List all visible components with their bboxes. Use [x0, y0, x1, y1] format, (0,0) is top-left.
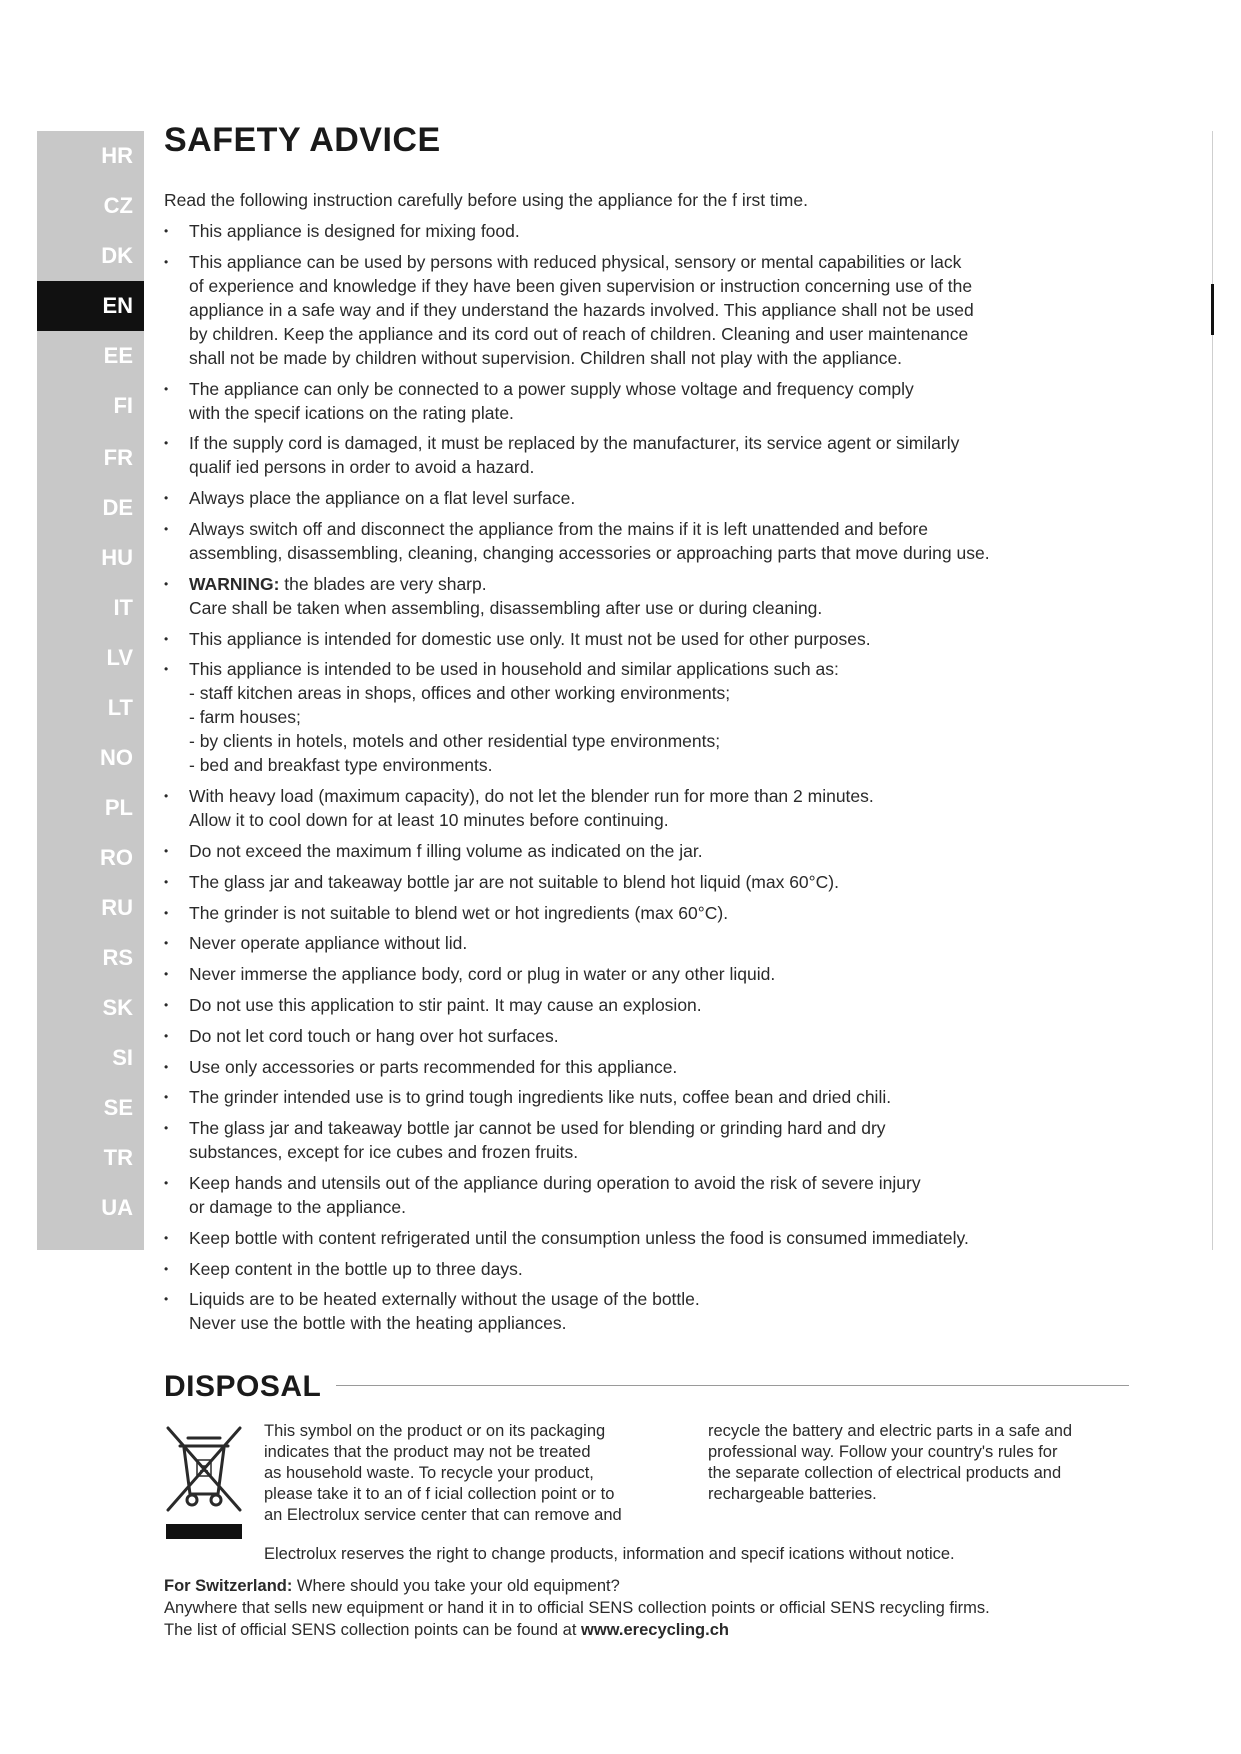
advice-item	[164, 431, 1129, 479]
advice-line: - staff kitchen areas in shops, offices and other working environments;	[189, 683, 731, 704]
advice-line: • Never immerse the appliance body, cord or plug in water or any other liquid.	[189, 964, 776, 985]
advice-item	[164, 962, 1129, 986]
advice-line: - bed and breakfast type environments.	[189, 755, 493, 776]
advice-item	[164, 517, 1129, 565]
lang-tab-de[interactable]: DE	[102, 495, 133, 520]
advice-item	[164, 1085, 1129, 1109]
lang-tab-cz[interactable]: CZ	[103, 193, 133, 218]
advice-item	[164, 627, 1129, 651]
advice-item	[164, 486, 1129, 510]
advice-line: • This appliance is designed for mixing food.	[189, 221, 520, 241]
advice-line: Care shall be taken when assembling, disassembling after use or during cleaning.	[189, 597, 823, 618]
warning-label: WARNING:	[189, 573, 280, 594]
advice-line: • Keep bottle with content refrigerated until the consumption unless the food is consumed immediately.	[189, 1227, 969, 1248]
lang-tab-ee[interactable]: EE	[103, 343, 133, 368]
disposal-line: professional way. Follow your country's rules for	[708, 1443, 1058, 1461]
advice-item	[164, 1171, 1129, 1219]
lang-tab-no[interactable]: NO	[100, 745, 133, 770]
advice-line: • Do not use this application to stir paint. It may cause an explosion.	[189, 994, 702, 1015]
lang-tab-tr[interactable]: TR	[103, 1145, 133, 1170]
advice-item	[164, 993, 1129, 1017]
advice-item	[164, 1287, 1129, 1335]
lang-tab-hu[interactable]: HU	[101, 545, 133, 570]
advice-line: by children. Keep the appliance and its cord out of reach of children. Cleaning and user maintenance	[189, 323, 969, 344]
advice-item	[164, 1226, 1129, 1250]
disposal-line: This symbol on the product or on its packaging	[264, 1422, 606, 1440]
advice-line: with the specif ications on the rating plate.	[189, 402, 514, 423]
advice-line: • Never operate appliance without lid.	[189, 933, 468, 954]
advice-line: • Liquids are to be heated externally without the usage of the bottle.	[189, 1289, 700, 1310]
disposal-line: indicates that the product may not be treated	[264, 1443, 591, 1461]
weee-crossed-bin-icon	[162, 1424, 246, 1540]
advice-item	[164, 901, 1129, 925]
disposal-line: as household waste. To recycle your product,	[264, 1464, 594, 1482]
advice-line: • The grinder intended use is to grind tough ingredients like nuts, coffee bean and dried chili.	[189, 1087, 892, 1108]
advice-item	[164, 931, 1129, 955]
advice-line: shall not be made by children without supervision. Children shall not play with the appliance.	[189, 347, 903, 368]
advice-line: • Keep content in the bottle up to three days.	[189, 1258, 523, 1279]
advice-line: • If the supply cord is damaged, it must be replaced by the manufacturer, its service agent or similarly	[189, 433, 960, 454]
advice-line: • Use only accessories or parts recommended for this appliance.	[189, 1056, 678, 1077]
advice-item	[164, 839, 1129, 863]
disposal-line: recycle the battery and electric parts in a safe and	[708, 1422, 1073, 1440]
advice-line: • Do not let cord touch or hang over hot surfaces.	[189, 1025, 559, 1046]
lang-tab-ru[interactable]: RU	[101, 895, 133, 920]
advice-item	[164, 377, 1129, 425]
advice-line: - by clients in hotels, motels and other residential type environments;	[189, 731, 721, 752]
lang-tab-it[interactable]: IT	[113, 595, 133, 620]
lang-tab-pl[interactable]: PL	[104, 795, 133, 820]
lang-tab-ro[interactable]: RO	[100, 845, 133, 870]
advice-item	[164, 870, 1129, 894]
safety-advice-list	[164, 219, 1129, 1335]
reserve-notice: Electrolux reserves the right to change products, information and specif ications without notice.	[264, 1545, 955, 1563]
advice-line: • The glass jar and takeaway bottle jar cannot be used for blending or grinding hard and dry	[189, 1118, 886, 1139]
advice-line: • Always switch off and disconnect the appliance from the mains if it is left unattended and before	[189, 518, 928, 539]
switzerland-question: Where should you take your old equipment?	[292, 1577, 620, 1595]
advice-line: Never use the bottle with the heating appliances.	[189, 1313, 567, 1334]
switzerland-line-2: Anywhere that sells new equipment or hand it in to official SENS collection points or official SENS recycling firms.	[164, 1599, 990, 1617]
advice-line: substances, except for ice cubes and frozen fruits.	[189, 1142, 579, 1163]
lang-tab-si[interactable]: SI	[112, 1045, 133, 1070]
lang-tab-hr[interactable]: HR	[101, 143, 133, 168]
disposal-line: please take it to an of f icial collection point or to	[264, 1485, 615, 1503]
page-title: SAFETY ADVICE	[164, 121, 441, 159]
advice-line: or damage to the appliance.	[189, 1196, 406, 1217]
advice-item	[164, 1116, 1129, 1164]
advice-line: - farm houses;	[189, 707, 301, 728]
disposal-header	[164, 1367, 1129, 1407]
safety-advice-section	[164, 120, 1129, 1342]
advice-line: Allow it to cool down for at least 10 minutes before continuing.	[189, 810, 669, 831]
advice-line: • This appliance is intended for domestic use only. It must not be used for other purposes.	[189, 628, 871, 649]
disposal-text-left	[264, 1421, 694, 1526]
advice-line: • The appliance can only be connected to a power supply whose voltage and frequency comply	[189, 378, 914, 399]
switzerland-line-3-prefix: The list of official SENS collection points can be found at	[164, 1621, 582, 1639]
advice-line: of experience and knowledge if they have been given supervision or instruction concerning use of the	[189, 275, 973, 296]
advice-item	[164, 572, 1129, 620]
advice-line: qualif ied persons in order to avoid a hazard.	[189, 457, 535, 478]
advice-line: • With heavy load (maximum capacity), do not let the blender run for more than 2 minutes.	[189, 786, 874, 807]
lang-tab-en[interactable]: EN	[37, 281, 144, 331]
advice-item	[164, 1055, 1129, 1079]
switzerland-info	[164, 1575, 1129, 1641]
advice-line	[189, 572, 1129, 596]
disposal-line: rechargeable batteries.	[708, 1485, 877, 1503]
lang-tab-fr[interactable]: FR	[103, 445, 133, 470]
lang-tab-se[interactable]: SE	[103, 1095, 133, 1120]
lang-tab-dk[interactable]: DK	[101, 243, 133, 268]
advice-item	[164, 219, 1129, 243]
advice-line-text: the blades are very sharp.	[279, 573, 487, 594]
disposal-line: the separate collection of electrical products and	[708, 1464, 1062, 1482]
advice-item	[164, 250, 1129, 370]
disposal-line: an Electrolux service center that can remove and	[264, 1506, 622, 1524]
advice-line: • Keep hands and utensils out of the appliance during operation to avoid the risk of severe injury	[189, 1172, 921, 1193]
disposal-title: DISPOSAL	[164, 1370, 322, 1403]
switzerland-question-line	[164, 1575, 1129, 1597]
lang-tab-lv[interactable]: LV	[106, 645, 133, 670]
disposal-text-right	[708, 1421, 1138, 1505]
advice-item	[164, 784, 1129, 832]
advice-line: assembling, disassembling, cleaning, changing accessories or approaching parts that move during use.	[189, 542, 990, 563]
advice-line: • Always place the appliance on a flat level surface.	[189, 488, 576, 509]
advice-line: • This appliance is intended to be used in household and similar applications such as:	[189, 659, 839, 680]
language-sidebar	[37, 131, 144, 1250]
lang-tab-sk[interactable]: SK	[102, 995, 133, 1020]
intro-text: Read the following instruction carefully before using the appliance for the f irst time.	[164, 190, 808, 210]
advice-line: • The grinder is not suitable to blend wet or hot ingredients (max 60°C).	[189, 902, 729, 923]
advice-line: appliance in a safe way and if they understand the hazards involved. This appliance shall not be used	[189, 299, 974, 320]
advice-item	[164, 1257, 1129, 1281]
advice-line: • Do not exceed the maximum f illing volume as indicated on the jar.	[189, 840, 703, 861]
disposal-divider	[336, 1385, 1129, 1386]
lang-tab-ua[interactable]: UA	[101, 1195, 133, 1220]
erecycling-link[interactable]: www.erecycling.ch	[581, 1621, 729, 1639]
lang-tab-lt[interactable]: LT	[107, 695, 133, 720]
advice-item	[164, 657, 1129, 777]
advice-line: • This appliance can be used by persons with reduced physical, sensory or mental capabilities or lack	[189, 251, 962, 272]
switzerland-line-3	[164, 1619, 1129, 1641]
lang-tab-rs[interactable]: RS	[102, 945, 133, 970]
switzerland-label: For Switzerland:	[164, 1577, 293, 1595]
advice-item	[164, 1024, 1129, 1048]
advice-line: • The glass jar and takeaway bottle jar are not suitable to blend hot liquid (max 60°C).	[189, 871, 839, 892]
right-edge-marker	[1211, 284, 1214, 335]
lang-tab-fi[interactable]: FI	[113, 393, 133, 418]
